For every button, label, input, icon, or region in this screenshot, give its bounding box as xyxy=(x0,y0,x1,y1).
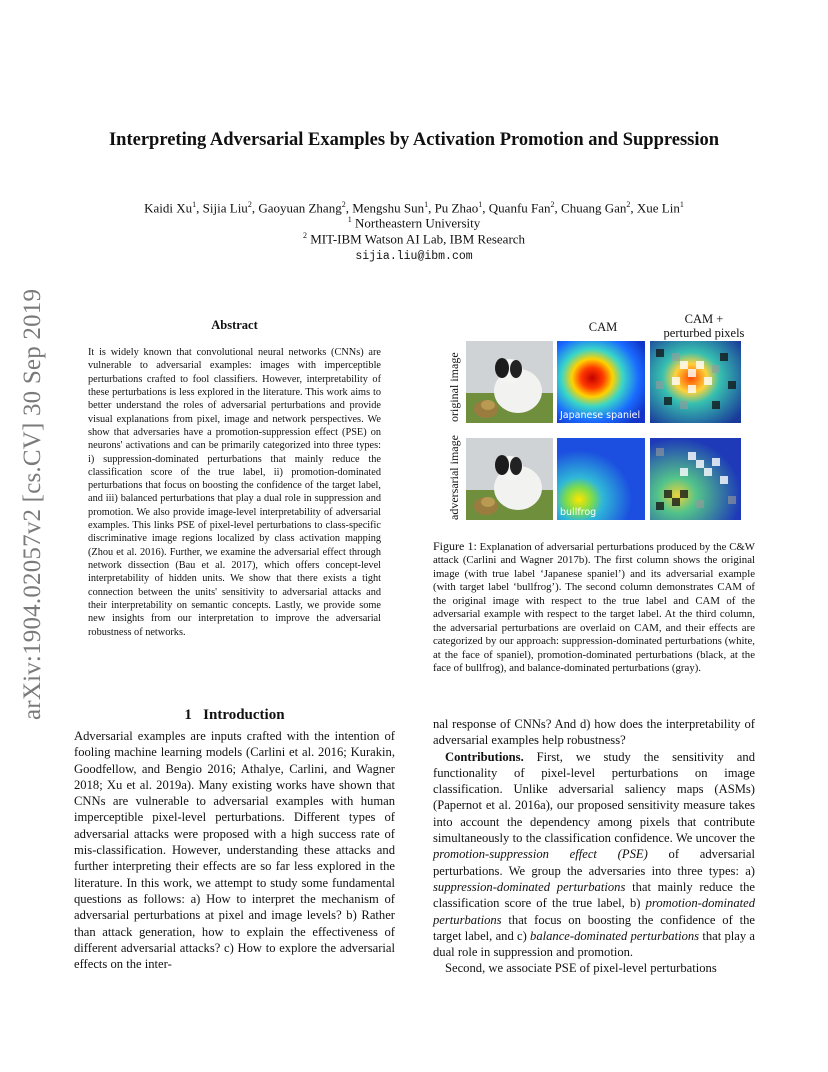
paper-title: Interpreting Adversarial Examples by Activation Promotion and Suppression xyxy=(108,130,720,150)
emphasis: promotion-suppression effect (PSE) xyxy=(433,847,648,862)
figure-row-label-adversarial: adversarial image xyxy=(447,435,461,520)
figure-caption-text: Explanation of adversarial perturbations produced by the C&W attack (Carlini and Wagner 2017b). The first column shows the original image (with true label ‘Japanese spaniel’) and its adversarial example (with target label ‘bullfrog’). The second column demonstrates CAM of the original image with respect to the true label and CAM of the adversarial example with respect to the target label. At the third column, the adversarial perturbations are overlaid on CAM, and their effects are categorized by our approach: suppression-dominated perturbations (white, at the face of spaniel), promotion-dominated perturbations (black, at the face of bullfrog), and balance-dominated perturbations (gray). xyxy=(433,541,755,675)
figure-row-label-original: original image xyxy=(447,352,461,422)
author-affiliation-mark: 1 xyxy=(192,200,197,209)
adversarial-image-panel xyxy=(466,438,553,520)
text-run: of adversarial perturbations. We group the adversaries into three types: a) xyxy=(433,847,756,878)
text-run: that mainly reduce the classification score of the true label, b) xyxy=(433,879,755,911)
cam-label-bullfrog: bullfrog xyxy=(560,507,597,518)
figure-col-label-perturbed: perturbed pixels xyxy=(663,326,745,340)
author-list: Kaidi Xu$^1$, Sijia Liu$^2$, Gaoyuan Zhang$^2$, Mengshu Sun$^1$, Pu Zhao$^1$, Quanfu Fan$^2$, Chuang Gan$^2$, Xue Lin$^1$ xyxy=(144,200,684,216)
text-run: First, we study the sensitivity and functionality of pixel-level perturbations on image classification. Unlike adversarial saliency maps (ASMs) (Papernot et al. 2016a), our proposed sensitivity measure takes into account the dependency among pixels that contribute simultaneously to the classification confidence. We uncover the xyxy=(433,749,755,846)
author: Kaidi Xu xyxy=(144,200,193,216)
author: Xue Lin xyxy=(636,200,680,216)
author: Gaoyuan Zhang xyxy=(258,200,342,216)
author-email[interactable]: sijia.liu@ibm.com xyxy=(355,250,473,263)
text-run: that play a dual role in suppression and promotion. xyxy=(433,928,756,960)
abstract-heading: Abstract xyxy=(211,318,258,332)
perturbation-overlay xyxy=(650,438,741,520)
author-affiliation-mark: 2 xyxy=(247,200,252,209)
section-number: 1 xyxy=(184,707,192,723)
paragraph: nal response of CNNs? And d) how does the interpretability of adversarial examples help robustness? xyxy=(433,717,755,748)
affiliation-number: 1 xyxy=(347,215,352,224)
dog-frog-image xyxy=(466,438,553,520)
cam-adversarial-panel xyxy=(557,438,645,520)
author: Pu Zhao xyxy=(434,200,479,216)
author-affiliation-mark: 1 xyxy=(478,200,483,209)
arxiv-identifier: arXiv:1904.02057v2 [cs.CV] 30 Sep 2019 xyxy=(19,288,46,720)
affiliation-2 xyxy=(0,231,828,247)
affiliation-text: Northeastern University xyxy=(354,215,481,231)
author-affiliation-mark: 2 xyxy=(550,200,555,209)
figure-caption-label: Figure 1: xyxy=(433,539,477,553)
contributions-lead: Contributions. xyxy=(445,749,524,764)
author-affiliation-mark: 1 xyxy=(424,200,429,209)
figure-caption xyxy=(433,540,755,676)
section-title: Introduction xyxy=(203,707,285,723)
author: Quanfu Fan xyxy=(488,200,551,216)
dog-frog-image xyxy=(466,341,553,423)
right-column-text xyxy=(433,716,755,977)
affiliation-1 xyxy=(0,215,828,231)
author: Chuang Gan xyxy=(561,200,627,216)
perturbation-overlay xyxy=(650,341,741,423)
abstract-text: It is widely known that convolutional neural networks (CNNs) are vulnerable to adversarial examples: images with imperceptible perturbations crafted to fool classifiers. However, interpretability of these perturbations is less explored in the literature. This work aims to better understand the roles of adversarial perturbations and provide visual explanations from pixel, image and network perspectives. We show that adversaries have a promotion-suppression effect (PSE) on neurons' activations and can be primarily categorized into three types: i) suppression-dominated perturbations that mainly reduce the classification score of the true label, ii) promotion-dominated perturbations that focus on boosting the confidence of the target label, and iii) balanced perturbations that play a dual role in suppression and promotion. We also provide image-level interpretability of adversarial examples. This links PSE of pixel-level perturbations to class-specific discriminative image regions localized by class activation mapping (Zhou et al. 2016). Further, we examine the adversarial effect through network dissection (Bau et al. 2017), which offers concept-level interpretability of hidden units. We show that there exists a tight connection between the units' sensitivity to adversarial attacks and their interpretability on semantic concepts. Lastly, we provide some new insights from our interpretation to improve the adversarial robustness of networks. xyxy=(88,347,381,638)
emphasis: suppression-dominated perturbations xyxy=(433,879,626,894)
perturbation-adversarial-panel xyxy=(650,438,741,520)
affiliation-number: 2 xyxy=(302,231,307,240)
introduction-text: Adversarial examples are inputs crafted with the intention of fooling machine learning models (Carlini et al. 2016; Kurakin, Goodfellow, and Bengio 2016; Athalye, Carlini, and Wagner 2018; Xu et al. 2019a). Many existing works have shown that CNNs are vulnerable to adversarial examples with human imperceptible pixel-level perturbations. Different types of adversarial attacks were proposed with a high success rate of mis-classification. However, understanding these attacks and further interpreting their effects are so far less explored in the literature. In this work, we attempt to study some fundamental questions as follows: a) How to interpret the mechanism of adversarial perturbations at pixel and image levels? b) Rather than attack generation, how to explain the effectiveness of different adversarial attacks? c) How to explore the adversarial effects on the inter- xyxy=(74,729,395,972)
author-affiliation-mark: 1 xyxy=(679,200,684,209)
section-heading-introduction xyxy=(74,707,395,724)
author-affiliation-mark: 2 xyxy=(341,200,346,209)
affiliation-text: MIT-IBM Watson AI Lab, IBM Research xyxy=(310,231,526,247)
email-line xyxy=(0,247,828,263)
author: Sijia Liu xyxy=(202,200,248,216)
author: Mengshu Sun xyxy=(352,200,425,216)
emphasis: balance-dominated perturbations xyxy=(530,928,700,943)
text-run: that focus on boosting the confidence of the target label, and c) xyxy=(433,912,755,943)
figure-col-label-cam-plus: CAM + xyxy=(684,312,724,326)
emphasis: promotion-dominated perturbations xyxy=(433,896,755,927)
perturbation-original-panel xyxy=(650,341,741,423)
author-affiliation-mark: 2 xyxy=(626,200,631,209)
cam-original-panel xyxy=(557,341,645,423)
figure-col-label-cam: CAM xyxy=(588,320,618,334)
paragraph: Second, we associate PSE of pixel-level perturbations xyxy=(445,961,717,976)
original-image-panel xyxy=(466,341,553,423)
contributions-paragraph xyxy=(433,749,755,961)
cam-label-japanese-spaniel: Japanese spaniel xyxy=(560,410,641,421)
